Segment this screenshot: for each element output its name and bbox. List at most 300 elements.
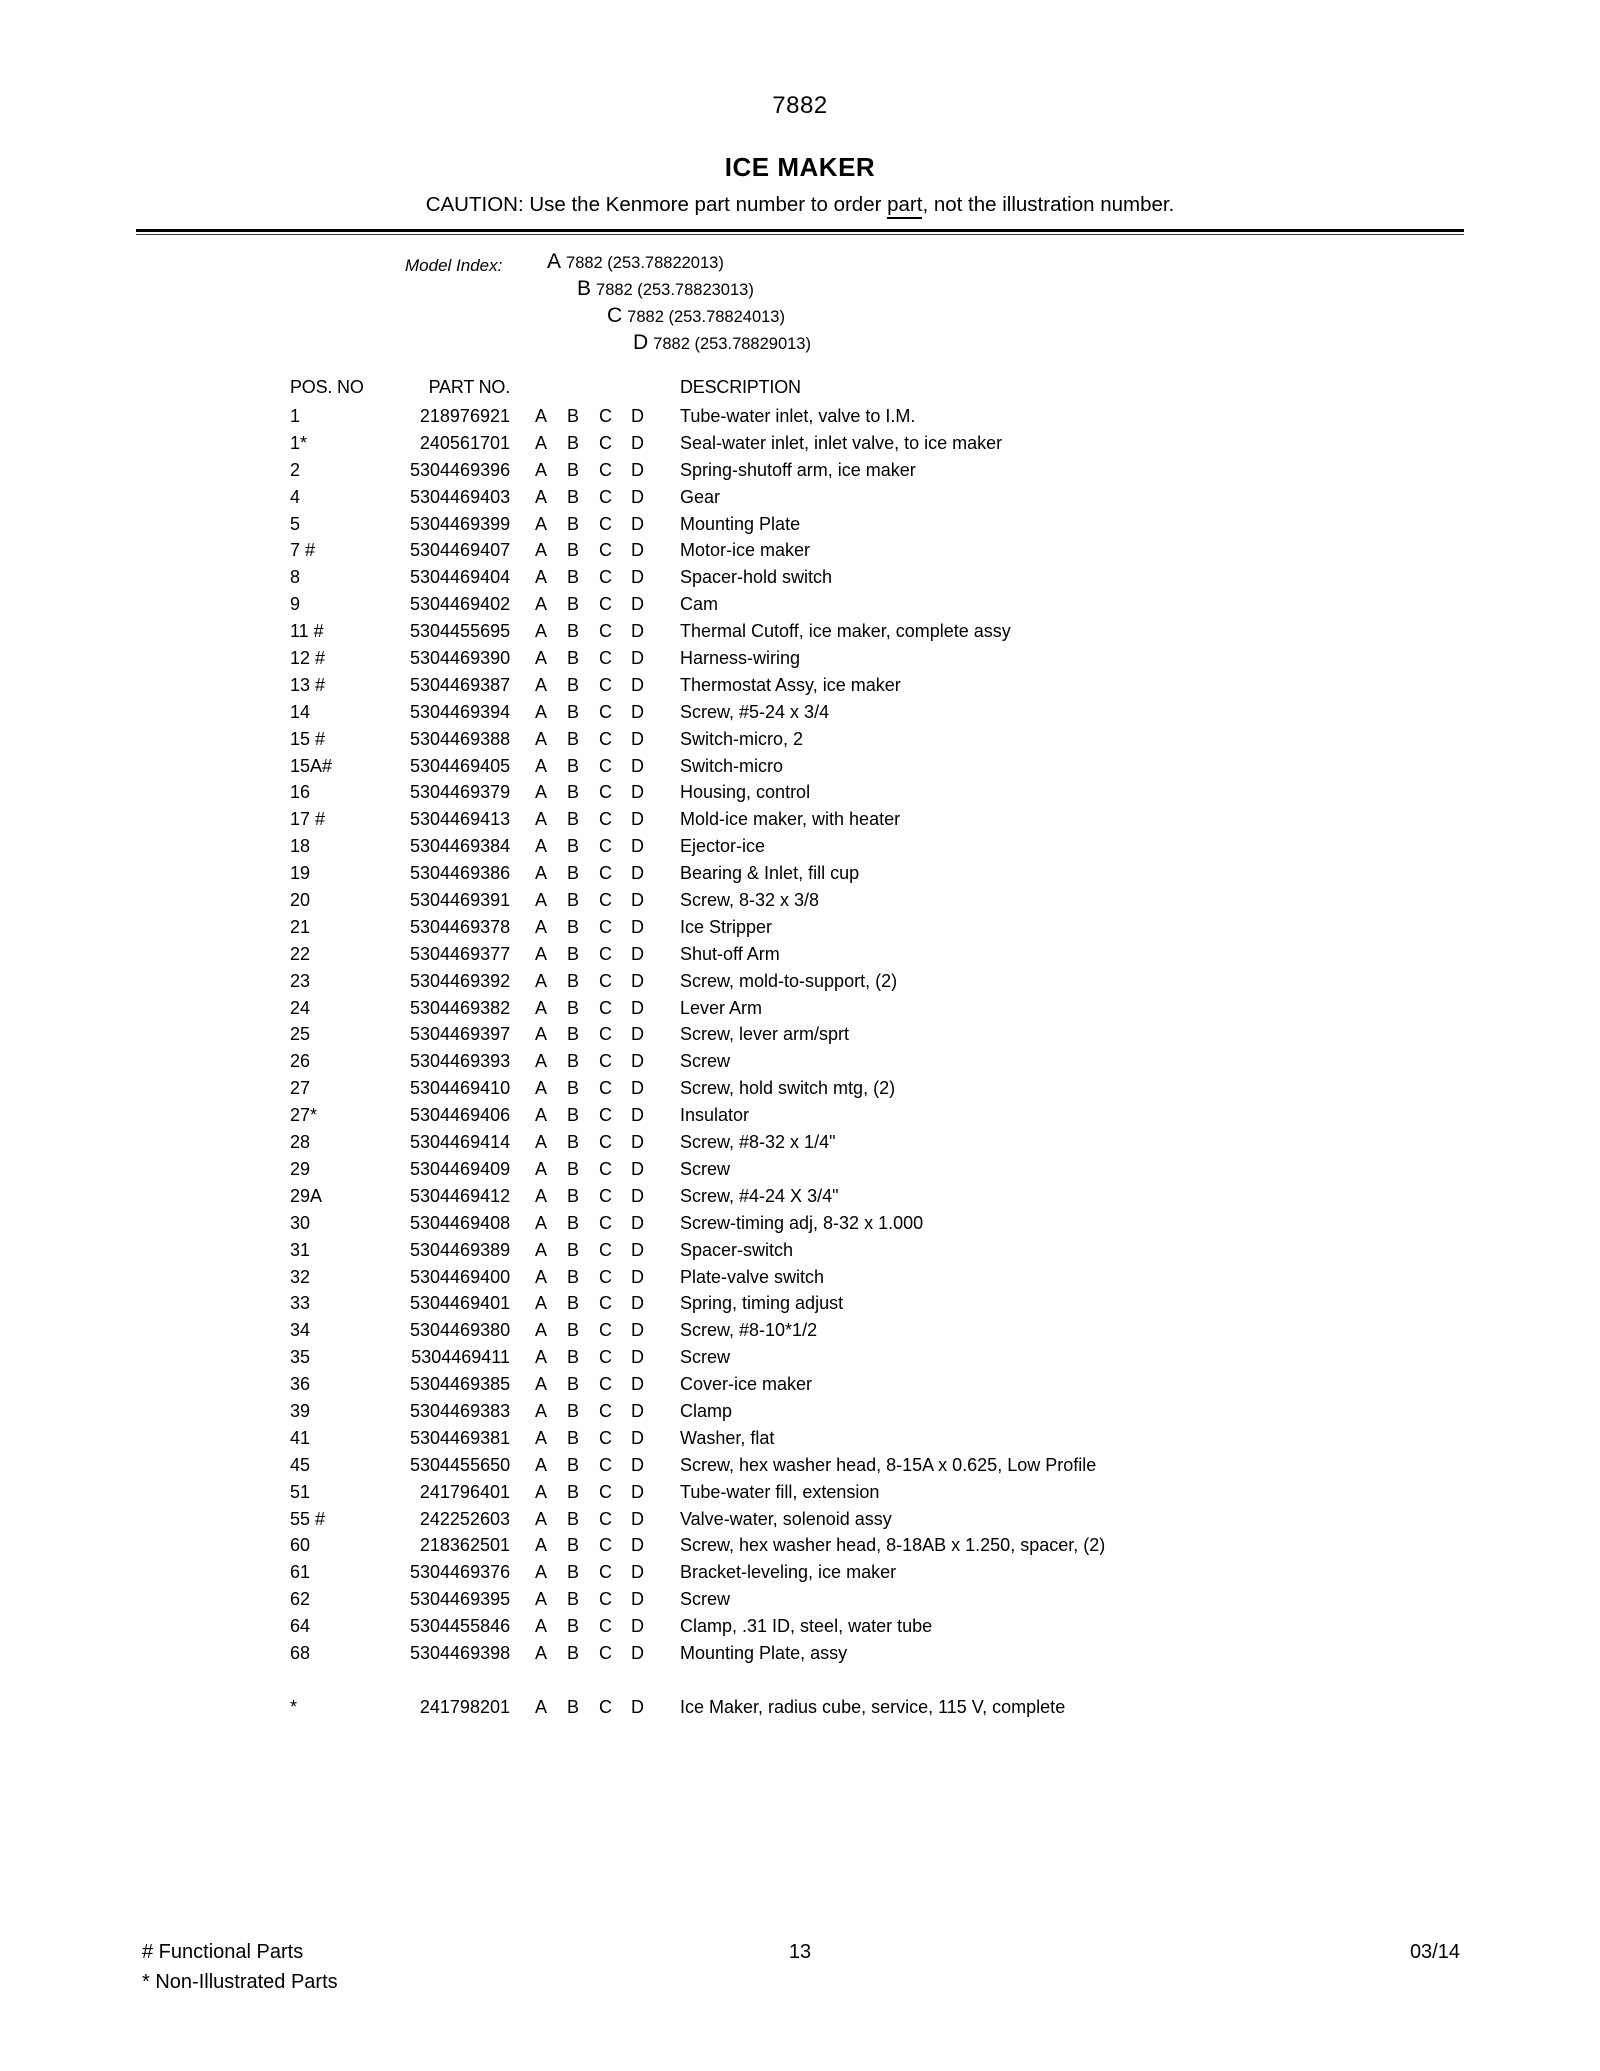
table-row [290,591,1560,618]
table-row [290,1183,1560,1210]
model-flag: A [535,1374,548,1395]
model-flag: C [599,1212,612,1233]
table-row [290,1613,1560,1640]
pos-no-cell: 39 [290,1400,311,1421]
model-flag: D [631,1105,644,1126]
description-cell: Housing, control [680,782,811,803]
model-flags-cell [510,1452,680,1479]
table-row [290,1129,1560,1156]
part-no-cell: 5304469412 [410,1185,511,1206]
part-no-cell: 5304469391 [410,890,511,911]
model-flags-cell [510,1371,680,1398]
table-row [290,1344,1560,1371]
model-index-entry [547,250,724,274]
model-flag: B [567,621,580,642]
description-cell: Screw [680,1158,731,1179]
model-flag: D [631,1185,644,1206]
model-flag: C [599,540,612,561]
description-cell: Screw, lever arm/sprt [680,1024,850,1045]
model-flag: B [567,1105,580,1126]
horizontal-rule [136,229,1464,235]
description-cell: Motor-ice maker [680,540,811,561]
model-flag: C [599,1508,612,1529]
model-flag: C [599,1374,612,1395]
model-flag: D [631,432,644,453]
part-no-cell: 5304469389 [410,1239,511,1260]
pos-no-cell: 16 [290,782,311,803]
model-flag: B [567,486,580,507]
model-flag: D [631,836,644,857]
table-row [290,1264,1560,1291]
model-flag: A [535,863,548,884]
description-cell: Shut-off Arm [680,943,780,964]
description-cell: Mounting Plate, assy [680,1642,848,1663]
pos-no-cell: 5 [290,513,301,534]
model-flag: A [535,1616,548,1637]
model-flag: C [599,1616,612,1637]
description-cell: Mold-ice maker, with heater [680,809,901,830]
description-cell: Ice Maker, radius cube, service, 115 V, complete [680,1696,1066,1717]
part-no-cell: 218976921 [419,406,510,426]
description-cell: Lever Arm [680,997,763,1018]
description-cell: Switch-micro, 2 [680,728,804,749]
model-flags-cell [510,1102,680,1129]
part-no-cell: 5304469376 [410,1562,511,1583]
part-no-cell: 5304469403 [410,486,511,507]
pos-no-cell: 35 [290,1347,311,1368]
model-flag: B [567,459,580,480]
table-row [290,1210,1560,1237]
model-flag: B [567,890,580,911]
model-flags-cell [510,1613,680,1640]
table-row [290,726,1560,753]
part-no-cell: 5304469402 [410,594,511,615]
model-flag: B [567,1642,580,1663]
model-flag: B [567,782,580,803]
caution-note [0,193,1600,217]
part-no-cell: 5304469401 [410,1293,511,1314]
pos-no-cell: 28 [290,1132,311,1153]
model-flags-cell [510,1586,680,1613]
model-flag: C [599,1535,612,1556]
model-flag: D [631,1535,644,1556]
model-flag: B [567,567,580,588]
model-flag: D [631,1696,644,1717]
model-flag: A [535,809,548,830]
model-flag: A [535,1454,548,1475]
model-flag: C [599,1239,612,1260]
model-flag: B [567,1293,580,1314]
description-cell: Mounting Plate [680,513,801,534]
model-flag: D [631,1589,644,1610]
caution-text-prefix: CAUTION: Use the Kenmore part number to order [425,193,888,216]
description-cell: Cam [680,594,719,615]
pos-no-cell: 27 [290,1078,311,1099]
model-flag: D [631,943,644,964]
model-flag: D [631,1347,644,1368]
model-flag: B [567,728,580,749]
model-flags-cell [510,1048,680,1075]
pos-no-cell: 29A [290,1185,323,1206]
model-flag: C [599,1132,612,1153]
table-row [290,1317,1560,1344]
model-flags-cell [510,403,680,430]
model-flag: D [631,1481,644,1502]
description-cell: Spring, timing adjust [680,1293,844,1314]
model-flag: C [599,890,612,911]
model-flag: C [599,836,612,857]
description-cell: Screw [680,1051,731,1072]
model-flag: B [567,1078,580,1099]
model-flag: D [631,1239,644,1260]
part-no-cell: 5304469392 [410,970,511,991]
pos-no-cell: 22 [290,943,311,964]
model-flags-cell [510,914,680,941]
model-letter: A [547,250,562,273]
model-flags-cell [510,699,680,726]
model-flag: B [567,916,580,937]
model-flag: A [535,755,548,776]
table-row [290,1532,1560,1559]
table-row [290,484,1560,511]
model-flag: A [535,1481,548,1502]
table-row [290,914,1560,941]
model-flag: D [631,782,644,803]
model-index-label: Model Index: [405,256,503,275]
model-flag: D [631,1266,644,1287]
table-row [290,806,1560,833]
model-number: 7882 (253.78824013) [627,308,785,326]
model-flag: B [567,1239,580,1260]
model-flag: D [631,1212,644,1233]
part-no-cell: 5304469386 [410,863,511,884]
model-flag: C [599,1266,612,1287]
model-flags-cell [510,941,680,968]
model-flag: C [599,1589,612,1610]
description-cell: Screw, hold switch mtg, (2) [680,1078,896,1099]
revision-date: 03/14 [1409,1941,1460,1963]
part-no-cell: 5304469393 [410,1051,511,1072]
description-cell: Washer, flat [680,1427,775,1448]
table-row [290,1425,1560,1452]
part-no-cell: 5304469383 [410,1400,511,1421]
model-flag: A [535,486,548,507]
model-flags-cell [510,1129,680,1156]
pos-no-cell: 27* [290,1105,318,1126]
model-flag: A [535,1347,548,1368]
model-flags-cell [510,1264,680,1291]
part-no-cell: 5304469378 [410,916,511,937]
model-flag: C [599,486,612,507]
model-flag: C [599,809,612,830]
model-flag: A [535,1158,548,1179]
part-no-cell: 5304469405 [410,755,511,776]
model-flag: C [599,916,612,937]
model-flag: B [567,1158,580,1179]
model-flag: C [599,1642,612,1663]
part-no-cell: 5304469379 [410,782,511,803]
model-flags-cell [510,457,680,484]
part-no-cell: 5304469410 [410,1078,511,1099]
model-flag: C [599,997,612,1018]
part-no-cell: 5304469384 [410,836,511,857]
model-flag: C [599,1562,612,1583]
functional-parts-note: # Functional Parts [142,1941,304,1963]
model-flag: B [567,432,580,453]
model-flags-cell [510,726,680,753]
pos-no-cell: 15 # [290,728,326,749]
model-flag: A [535,621,548,642]
model-flag: D [631,1078,644,1099]
model-flags-cell [510,860,680,887]
model-flag: A [535,459,548,480]
column-header-pos-no: POS. NO [290,377,364,397]
table-row [290,1694,1560,1721]
part-no-cell: 241796401 [419,1481,510,1502]
model-flag: A [535,432,548,453]
pos-no-cell: 13 # [290,674,326,695]
model-flag: B [567,648,580,669]
pos-no-cell: 17 # [290,809,326,830]
model-flag: D [631,567,644,588]
description-cell: Tube-water fill, extension [680,1481,880,1502]
model-flags-cell [510,1694,680,1721]
model-flag: D [631,701,644,722]
model-flag: C [599,701,612,722]
model-flag: B [567,1616,580,1637]
description-cell: Screw [680,1347,731,1368]
non-illustrated-parts-note: * Non-Illustrated Parts [142,1971,338,1993]
model-number: 7882 (253.78823013) [596,281,754,299]
model-flag: C [599,406,612,426]
description-cell: Screw [680,1589,731,1610]
table-row [290,1290,1560,1317]
model-flag: A [535,1293,548,1314]
pos-no-cell: 1 [290,406,301,426]
model-flag: D [631,916,644,937]
model-flag: B [567,1024,580,1045]
description-cell: Gear [680,486,721,507]
model-flag: B [567,406,580,426]
model-flag: A [535,1508,548,1529]
model-flags-cell [510,1317,680,1344]
table-row [290,1640,1560,1667]
model-flag: C [599,1105,612,1126]
model-flag: D [631,594,644,615]
table-row [290,537,1560,564]
model-flag: B [567,1535,580,1556]
table-row [290,564,1560,591]
model-flag: B [567,970,580,991]
pos-no-cell: 41 [290,1427,311,1448]
parts-table-body [290,403,1560,1721]
pos-no-cell: 26 [290,1051,311,1072]
description-cell: Plate-valve switch [680,1266,825,1287]
column-header-part-no: PART NO. [428,377,510,397]
model-flags-cell [510,564,680,591]
model-flag: C [599,1427,612,1448]
part-no-cell: 5304455695 [410,621,511,642]
model-flags-cell [510,484,680,511]
model-flags-cell [510,1479,680,1506]
model-flag: C [599,863,612,884]
description-cell: Screw, hex washer head, 8-15A x 0.625, Low Profile [680,1454,1097,1475]
table-row [290,511,1560,538]
model-flag: D [631,621,644,642]
model-flag: C [599,1481,612,1502]
model-flag: D [631,459,644,480]
description-cell: Ejector-ice [680,836,766,857]
model-flag: C [599,1185,612,1206]
model-flags-cell [510,1344,680,1371]
description-cell: Spring-shutoff arm, ice maker [680,459,916,480]
model-flag: B [567,1589,580,1610]
model-flag: A [535,1562,548,1583]
model-flag: D [631,1427,644,1448]
table-row [290,1237,1560,1264]
model-flag: A [535,1266,548,1287]
description-cell: Screw, hex washer head, 8-18AB x 1.250, spacer, (2) [680,1535,1106,1556]
model-flag: D [631,890,644,911]
model-flag: C [599,1347,612,1368]
model-flags-cell [510,511,680,538]
model-letter: B [577,277,592,300]
model-flag: D [631,970,644,991]
model-flag: C [599,1293,612,1314]
model-flag: A [535,997,548,1018]
model-flag: D [631,1562,644,1583]
description-cell: Harness-wiring [680,648,801,669]
pos-no-cell: 34 [290,1320,311,1341]
part-no-cell: 5304469414 [410,1132,511,1153]
model-letter: C [607,304,623,327]
model-flags-cell [510,537,680,564]
model-flags-cell [510,968,680,995]
description-cell: Spacer-hold switch [680,567,833,588]
pos-no-cell: 11 # [290,621,324,642]
model-flags-cell [510,1156,680,1183]
model-flag: A [535,701,548,722]
table-row [290,1398,1560,1425]
part-no-cell: 5304469382 [410,997,511,1018]
table-row [290,457,1560,484]
model-flags-cell [510,430,680,457]
part-no-cell: 5304469406 [410,1105,511,1126]
model-flags-cell [510,1559,680,1586]
description-cell: Seal-water inlet, inlet valve, to ice maker [680,432,1003,453]
model-flags-cell [510,1425,680,1452]
model-flags-cell [510,1398,680,1425]
table-row [290,941,1560,968]
table-row [290,1586,1560,1613]
model-flag: B [567,836,580,857]
pos-no-cell: 61 [290,1562,311,1583]
table-row [290,430,1560,457]
model-flag: B [567,594,580,615]
table-row [290,1506,1560,1533]
part-no-cell: 5304469395 [410,1589,511,1610]
model-flag: B [567,1374,580,1395]
part-no-cell: 5304469390 [410,648,511,669]
model-flag: C [599,1400,612,1421]
model-flag: D [631,648,644,669]
caution-text-suffix: , not the illustration number. [922,193,1175,216]
description-cell: Screw, #5-24 x 3/4 [680,701,830,722]
table-row [290,1559,1560,1586]
model-flag: C [599,432,612,453]
model-flag: D [631,1374,644,1395]
part-no-cell: 5304469407 [410,540,511,561]
page-number: 13 [788,1941,812,1963]
model-flag: D [631,809,644,830]
model-flag: D [631,1024,644,1045]
model-flag: A [535,916,548,937]
model-flags-cell [510,887,680,914]
model-flag: B [567,997,580,1018]
description-cell: Cover-ice maker [680,1374,813,1395]
pos-no-cell: 8 [290,567,301,588]
part-no-cell: 5304469409 [410,1158,511,1179]
model-flag: C [599,1696,612,1717]
model-flag: C [599,648,612,669]
model-flags-cell [510,1640,680,1667]
model-flags-cell [510,833,680,860]
table-row [290,699,1560,726]
model-flag: B [567,1347,580,1368]
table-row [290,1102,1560,1129]
model-flag: B [567,1400,580,1421]
pos-no-cell: 68 [290,1642,311,1663]
model-flag: D [631,1454,644,1475]
page-model-number: 7882 [772,92,828,119]
model-flag: A [535,406,548,426]
model-flag: B [567,943,580,964]
pos-no-cell: 12 # [290,648,326,669]
model-flag: B [567,809,580,830]
pos-no-cell: 7 # [290,540,316,561]
model-flags-cell [510,753,680,780]
table-row [290,1156,1560,1183]
model-flags-cell [510,1237,680,1264]
model-flag: C [599,1320,612,1341]
model-index-entry [607,304,785,328]
model-flag: C [599,459,612,480]
model-flag: D [631,1400,644,1421]
model-flags-cell [510,1210,680,1237]
model-flags-cell [510,618,680,645]
pos-no-cell: 64 [290,1616,311,1637]
model-flags-cell [510,806,680,833]
model-flag: B [567,513,580,534]
model-letter: D [633,331,649,354]
model-flag: A [535,1589,548,1610]
model-flags-cell [510,591,680,618]
description-cell: Valve-water, solenoid assy [680,1508,892,1529]
model-flags-cell [510,1532,680,1559]
model-flag: D [631,863,644,884]
table-row [290,1075,1560,1102]
table-row [290,1452,1560,1479]
model-flag: C [599,674,612,695]
table-row [290,403,1560,430]
model-flag: A [535,1212,548,1233]
model-flag: C [599,1051,612,1072]
model-flag: A [535,1078,548,1099]
table-row [290,1371,1560,1398]
description-cell: Clamp, .31 ID, steel, water tube [680,1616,933,1637]
description-cell: Screw-timing adj, 8-32 x 1.000 [680,1212,924,1233]
model-flag: C [599,594,612,615]
